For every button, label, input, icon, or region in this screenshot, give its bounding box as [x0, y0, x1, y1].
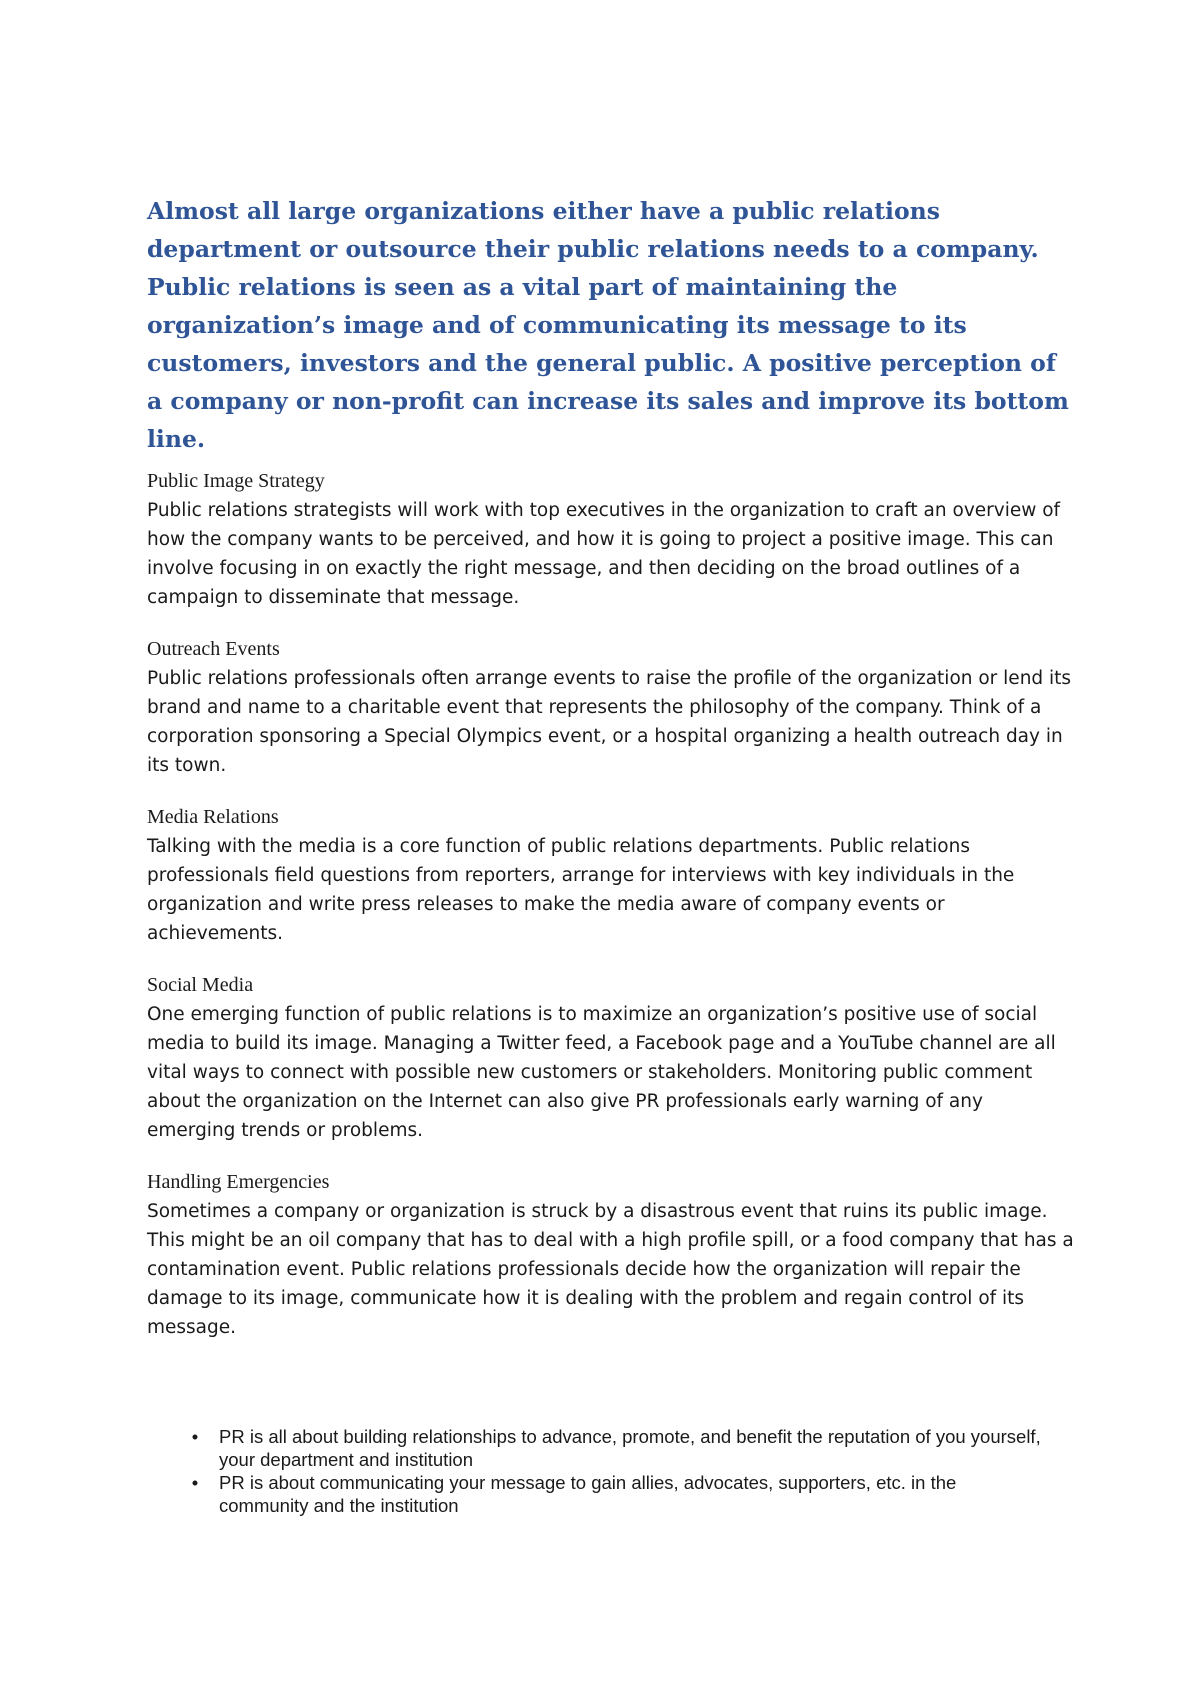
section-body: Talking with the media is a core function of public relations departments. Public relations professionals field questions from reporters, arrange for interviews with key individuals in the organization and write press releases to make the media aware of company events or achievements. — [147, 836, 1015, 944]
section-heading: Outreach Events — [147, 638, 280, 660]
section-heading: Public Image Strategy — [147, 470, 325, 492]
section-social-media — [147, 971, 1077, 1145]
list-item-text: PR is all about building relationships to advance, promote, and benefit the reputation of you yourself, your department and institution — [219, 1426, 1041, 1470]
section-body: Public relations strategists will work with top executives in the organization to craft an overview of how the company wants to be perceived, and how it is going to project a positive image. This can involve focusing in on exactly the right message, and then deciding on the broad outlines of a campaign to disseminate that message. — [147, 500, 1061, 608]
sections-container — [147, 467, 1077, 1365]
section-body: One emerging function of public relations is to maximize an organization’s positive use of social media to build its image. Managing a Twitter feed, a Facebook page and a YouTube channel are all vital ways to connect with possible new customers or stakeholders. Monitoring public comment about the organization on the Internet can also give PR professionals early warning of any emerging trends or problems. — [147, 1004, 1056, 1141]
bullet-list — [147, 1425, 1047, 1517]
bullet-icon: • — [191, 1472, 199, 1493]
intro-paragraph: Almost all large organizations either have a public relations department or outsource their public relations needs to a company. Public relations is seen as a vital part of maintaining the organization’s image and of communicating its message to its customers, investors and the general public. A positive perception of a company or non-profit can increase its sales and improve its bottom line. — [147, 197, 1069, 453]
section-body: Sometimes a company or organization is struck by a disastrous event that ruins its public image. This might be an oil company that has to deal with a high profile spill, or a food company that has a contamination event. Public relations professionals decide how the organization will repair the damage to its image, communicate how it is dealing with the problem and regain control of its message. — [147, 1201, 1074, 1338]
section-heading: Social Media — [147, 974, 254, 996]
list-item — [147, 1471, 1047, 1517]
list-item-text: PR is about communicating your message to gain allies, advocates, supporters, etc. in the community and the institution — [219, 1472, 957, 1516]
list-item — [147, 1425, 1047, 1471]
section-heading: Media Relations — [147, 806, 279, 828]
section-heading: Handling Emergencies — [147, 1171, 330, 1193]
section-public-image-strategy — [147, 467, 1077, 612]
section-media-relations — [147, 803, 1077, 948]
bullet-icon: • — [191, 1426, 199, 1447]
section-handling-emergencies — [147, 1168, 1077, 1342]
section-body: Public relations professionals often arrange events to raise the profile of the organization or lend its brand and name to a charitable event that represents the philosophy of the company. Think of a corporation sponsoring a Special Olympics event, or a hospital organizing a health outreach day in its town. — [147, 668, 1072, 776]
section-outreach-events — [147, 635, 1077, 780]
